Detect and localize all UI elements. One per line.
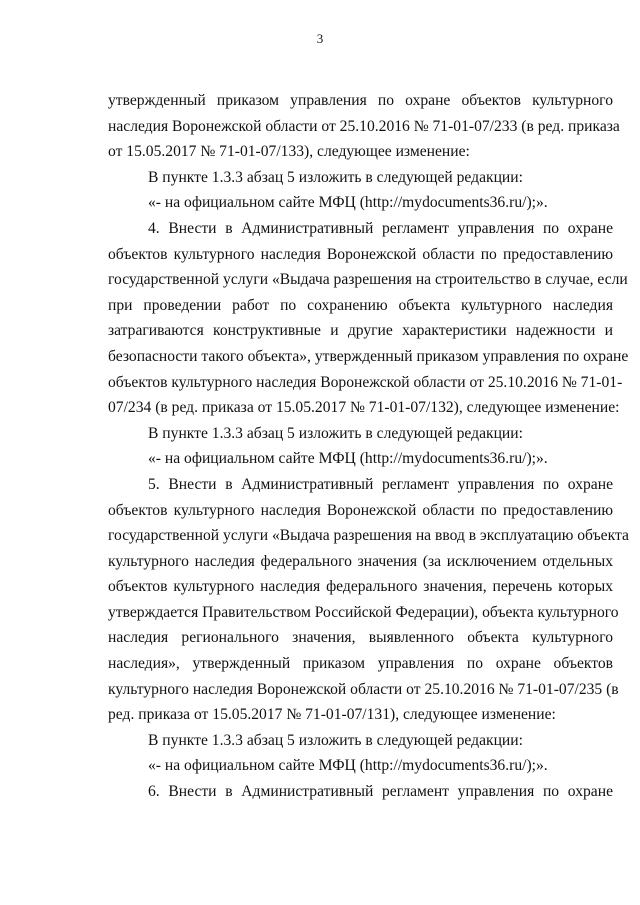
text-line: В пункте 1.3.3 абзац 5 изложить в следующей редакции: [148,168,523,186]
document-body [108,88,629,805]
text-line: затрагиваются конструктивные и другие характеристики надежности и [108,322,613,340]
text-line: 6. Внести в Административный регламент управления по охране [148,783,613,801]
text-line: объектов культурного наследия Воронежской области по предоставлению [108,245,613,263]
text-line: утвержденный приказом управления по охране объектов культурного [108,92,613,109]
text-line: В пункте 1.3.3 абзац 5 изложить в следующей редакции: [148,731,523,749]
paragraph-item-5 [108,472,629,728]
paragraph-amendment-text-2 [108,446,613,472]
text-line: 07/234 (в ред. приказа от 15.05.2017 № 71-01-07/132), следующее изменение: [108,399,620,417]
paragraph-item-6 [108,779,613,805]
paragraph-amendment-instruction-3 [108,728,613,754]
page-number: 3 [316,31,324,46]
text-line: наследия Воронежской области от 25.10.2016 № 71-01-07/233 (в ред. приказа [108,117,620,135]
text-line: культурного наследия федерального значения (за исключением отдельных [108,552,613,570]
text-line: государственной услуги «Выдача разрешения на строительство в случае, если [108,271,628,289]
text-line: 4. Внести в Административный регламент управления по охране [148,219,613,237]
text-line: государственной услуги «Выдача разрешения на ввод в эксплуатацию объекта [108,527,629,545]
text-line: безопасности такого объекта», утвержденный приказом управления по охране [108,347,629,365]
text-line: В пункте 1.3.3 абзац 5 изложить в следующей редакции: [148,424,523,442]
text-line: ред. приказа от 15.05.2017 № 71-01-07/131), следующее изменение: [108,706,556,724]
paragraph-amendment-instruction-2 [108,421,613,447]
text-line: объектов культурного наследия Воронежской области от 25.10.2016 № 71-01- [108,373,623,391]
text-line: наследия», утвержденный приказом управления по охране объектов [108,655,613,673]
text-line: объектов культурного наследия Воронежской области по предоставлению [108,501,613,519]
text-line: «- на официальном сайте МФЦ (http://mydocuments36.ru/);». [148,757,548,775]
paragraph-item-4 [108,216,629,421]
text-line: «- на официальном сайте МФЦ (http://mydocuments36.ru/);». [148,194,548,212]
text-line: при проведении работ по сохранению объекта культурного наследия [108,296,613,314]
text-line: наследия регионального значения, выявленного объекта культурного [108,629,613,647]
text-line: 5. Внести в Административный регламент управления по охране [148,475,613,493]
paragraph-continuation-233 [108,88,620,165]
text-line: «- на официальном сайте МФЦ (http://mydocuments36.ru/);». [148,450,548,468]
paragraph-amendment-instruction-1 [108,165,613,191]
paragraph-amendment-text-1 [108,190,613,216]
paragraph-amendment-text-3 [108,753,613,779]
text-line: объектов культурного наследия федерального значения, перечень которых [108,578,613,596]
text-line: культурного наследия Воронежской области от 25.10.2016 № 71-01-07/235 (в [108,680,619,698]
text-line: утверждается Правительством Российской Федерации), объекта культурного [108,603,619,621]
text-line: от 15.05.2017 № 71-01-07/133), следующее изменение: [108,143,470,161]
